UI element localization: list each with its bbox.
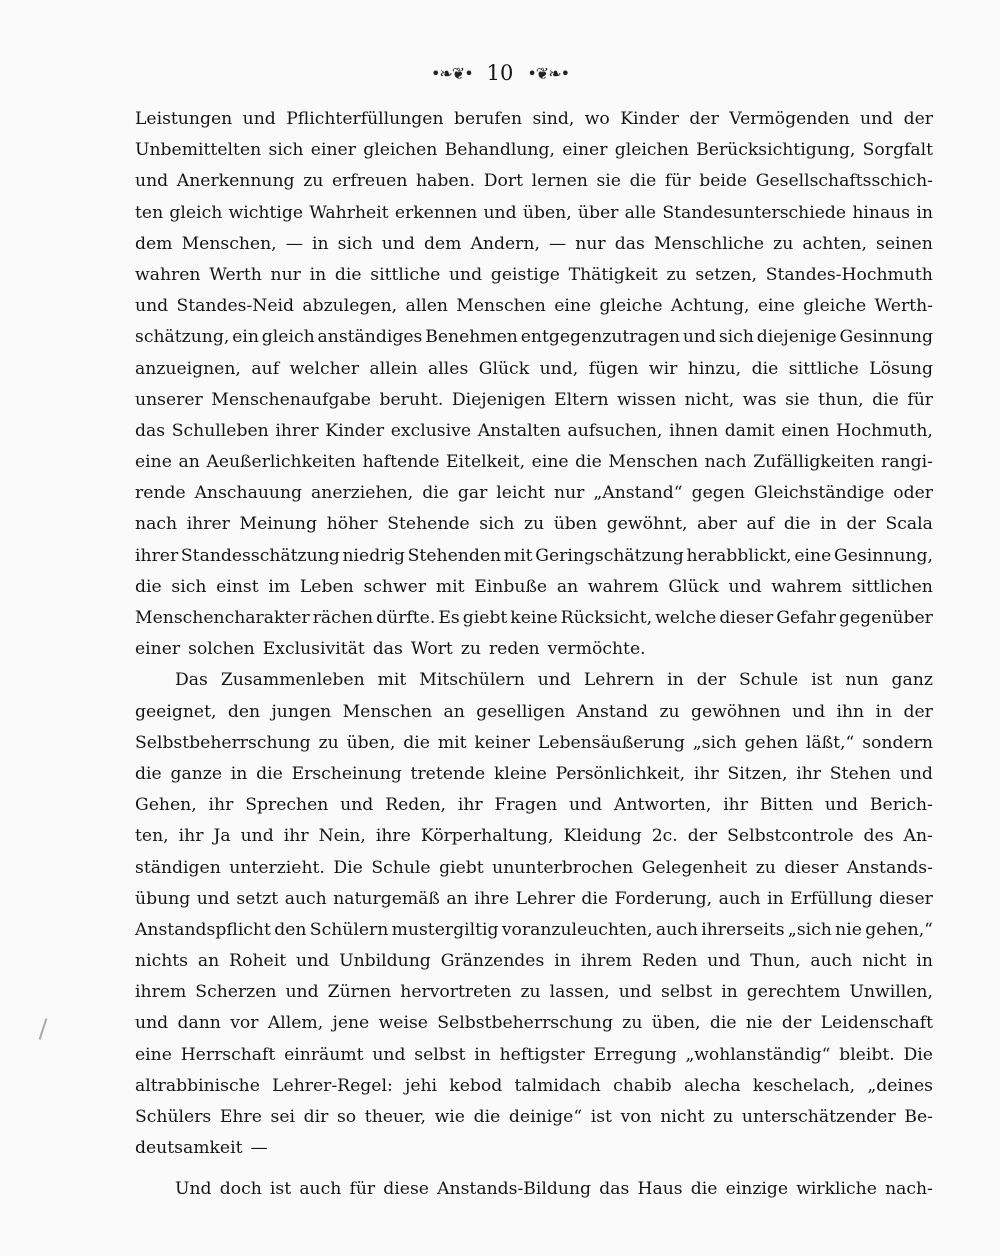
text-line: Anstandspflicht den Schülern mustergiltig voranzuleuchten, auch ihrerseits „sich nie gehen,“ (135, 919, 933, 940)
text-line: Gehen, ihr Sprechen und Reden, ihr Fragen und Antworten, ihr Bitten und Berich- (135, 795, 933, 816)
text-line: dem Menschen, — in sich und dem Andern, — nur das Menschliche zu achten, seinen (135, 233, 933, 254)
paragraph-2 (135, 665, 933, 1164)
text-line: die ganze in die Erscheinung tretende kleine Persönlichkeit, ihr Sitzen, ihr Stehen und (135, 763, 933, 784)
text-line: ihrer Standesschätzung niedrig Stehenden mit Geringschätzung herabblickt, eine Gesinnung, (135, 545, 933, 566)
page-number: 10 (486, 61, 514, 85)
text-line: ten gleich wichtige Wahrheit erkennen und üben, über alle Standesunterschiede hinaus in (135, 202, 933, 223)
paragraph-gap (135, 1164, 933, 1174)
paragraph-3 (135, 1174, 933, 1205)
text-line: Schülers Ehre sei dir so theuer, wie die deinige“ ist von nicht zu unterschätzender Be- (135, 1107, 933, 1127)
text-line: Menschencharakter rächen dürfte. Es giebt keine Rücksicht, welche dieser Gefahr gegenüber (135, 608, 933, 628)
text-line: schätzung, ein gleich anständiges Benehmen entgegenzutragen und sich diejenige Gesinnung (135, 327, 933, 348)
text-line: Leistungen und Pflichterfüllungen berufen sind, wo Kinder der Vermögenden und der (135, 109, 933, 129)
text-line: übung und setzt auch naturgemäß an ihre Lehrer die Forderung, auch in Erfüllung dieser (135, 888, 933, 909)
text-line: eine an Aeußerlichkeiten haftende Eitelkeit, eine die Menschen nach Zufälligkeiten rangi- (135, 452, 933, 473)
text-line: anzueignen, auf welcher allein alles Glück und, fügen wir hinzu, die sittliche Lösung (135, 358, 933, 379)
text-line: unserer Menschenaufgabe beruht. Diejenigen Eltern wissen nicht, was sie thun, die für (135, 389, 933, 410)
ornament-right-icon: •❦❧• (527, 63, 570, 83)
ornament-left-icon: •❧❦• (430, 63, 473, 83)
text-line: ständigen unterzieht. Die Schule giebt ununterbrochen Gelegenheit zu dieser Anstands- (135, 857, 933, 878)
text-line: ihrem Scherzen und Zürnen hervortreten zu lassen, und selbst in gerechtem Unwillen, (135, 982, 933, 1003)
text-line: deutsamkeit — (135, 1138, 268, 1159)
text-line: altrabbinische Lehrer-Regel: jehi kebod talmidach chabib alecha keschelach, „deines (135, 1075, 933, 1096)
paragraph-1 (135, 104, 933, 665)
text-line: Und doch ist auch für diese Anstands-Bildung das Haus die einzige wirkliche nach- (175, 1179, 933, 1200)
margin-mark (39, 1018, 48, 1040)
text-line: rende Anschauung anerziehen, die gar leicht nur „Anstand“ gegen Gleichständige oder (135, 483, 933, 504)
text-line: geeignet, den jungen Menschen an geselligen Anstand zu gewöhnen und ihn in der (135, 701, 933, 722)
text-line: nach ihrer Meinung höher Stehende sich zu üben gewöhnt, aber auf die in der Scala (135, 514, 933, 535)
text-line: Selbstbeherrschung zu üben, die mit keiner Lebensäußerung „sich gehen läßt,“ sondern (135, 732, 933, 753)
body-text (135, 104, 933, 1206)
text-line: nichts an Roheit und Unbildung Gränzendes in ihrem Reden und Thun, auch nicht in (135, 951, 933, 972)
text-line: Unbemittelten sich einer gleichen Behandlung, einer gleichen Berücksichtigung, Sorgfalt (135, 140, 933, 161)
text-line: und Anerkennung zu erfreuen haben. Dort lernen sie die für beide Gesellschaftsschich- (135, 171, 933, 192)
text-line: ten, ihr Ja und ihr Nein, ihre Körperhaltung, Kleidung 2c. der Selbstcontrole des An- (135, 826, 933, 847)
text-line: wahren Werth nur in die sittliche und geistige Thätigkeit zu setzen, Standes-Hochmuth (135, 264, 933, 285)
text-line: die sich einst im Leben schwer mit Einbuße an wahrem Glück und wahrem sittlichen (135, 576, 933, 597)
page-header (0, 60, 1000, 86)
text-line: eine Herrschaft einräumt und selbst in heftigster Erregung „wohlanständig“ bleibt. Die (135, 1044, 933, 1065)
text-line: und Standes-Neid abzulegen, allen Menschen eine gleiche Achtung, eine gleiche Werth- (135, 296, 933, 317)
text-line: Das Zusammenleben mit Mitschülern und Lehrern in der Schule ist nun ganz (175, 670, 933, 691)
text-line: das Schulleben ihrer Kinder exclusive Anstalten aufsuchen, ihnen damit einen Hochmuth, (135, 420, 933, 441)
text-line: einer solchen Exclusivität das Wort zu reden vermöchte. (135, 639, 646, 660)
text-line: und dann vor Allem, jene weise Selbstbeherrschung zu üben, die nie der Leidenschaft (135, 1013, 933, 1034)
